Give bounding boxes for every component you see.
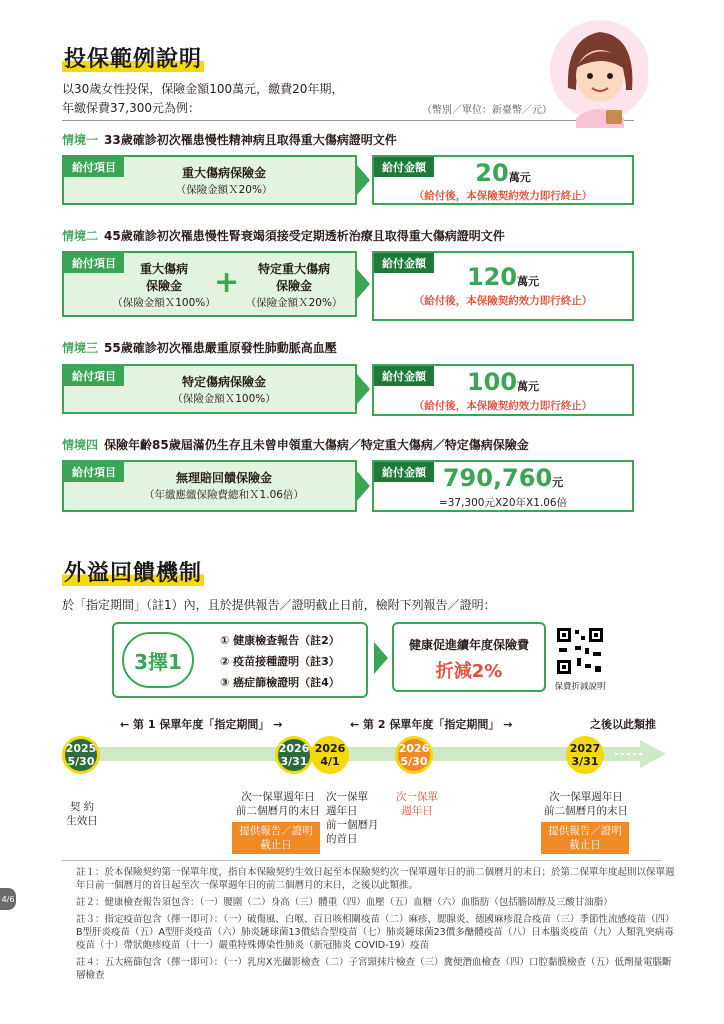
case-2-item-b-name: 特定重大傷病 保險金 (257, 262, 330, 293)
desc-next-start: 次一保單 週年日 前一個曆月 的首日 (326, 791, 379, 845)
divider (62, 860, 662, 861)
period-1-label: ← 第 1 保單年度「指定期間」 → (120, 718, 283, 731)
arrow-icon (356, 268, 370, 300)
period-2-label: ← 第 2 保單年度「指定期間」 → (350, 718, 513, 731)
desc-end-2: 次一保單週年日 前二個曆月的末日 (544, 791, 628, 817)
arrow-icon (374, 642, 388, 674)
options-box (112, 622, 368, 698)
note-2: 註２：健康檢查報告須包含：（一）腰圍（二）身高（三）體重（四）血壓（五）血糖（六）血脂肪（包括膽固醇及三酸甘油脂） (76, 897, 613, 908)
case-3-heading: 情境三 55歲確診初次罹患嚴重原發性肺動脈高血壓 (62, 341, 337, 355)
unit-note: （幣別／單位：新臺幣／元） (422, 105, 552, 116)
option-health-check: ① 健康檢查報告（註2） (220, 634, 340, 647)
case-3-amount-box (372, 364, 634, 416)
date-2026-4-1: 2026 4/1 (311, 736, 349, 774)
pay-amount-label: 給付金額 (374, 253, 434, 273)
arrow-icon (356, 373, 370, 405)
arrow-icon (356, 470, 370, 502)
section-title-examples: 投保範例說明 (64, 47, 203, 72)
pay-amount-label: 給付金額 (374, 157, 434, 177)
date-2026-5-30: 2026 5/30 (395, 736, 433, 774)
result-value: 折減2% (435, 661, 503, 682)
case-2-amount-unit: 萬元 (517, 275, 540, 288)
case-4-amount-unit: 元 (552, 476, 564, 489)
footnotes (76, 866, 676, 982)
desc-end-1: 次一保單週年日 前二個曆月的末日 (236, 791, 320, 817)
qr-code-icon[interactable] (555, 626, 605, 676)
case-2-heading: 情境二 45歲確診初次罹患慢性腎衰竭須接受定期透析治療且取得重大傷病證明文件 (62, 229, 505, 243)
case-3-note: （給付後，本保險契約效力即行終止） (413, 400, 593, 412)
case-1-heading: 情境一 33歲確診初次罹患慢性精神病且取得重大傷病證明文件 (62, 133, 397, 147)
case-1-note: （給付後，本保險契約效力即行終止） (413, 190, 593, 202)
case-4-item-sub: （年繳應繳保險費總和Ｘ1.06倍） (144, 489, 304, 501)
case-2-item-a-name: 重大傷病 保險金 (139, 262, 188, 293)
case-4-heading: 情境四 保險年齡85歲屆滿仍生存且未曾申領重大傷病／特定重大傷病／特定傷病保險金 (62, 438, 529, 452)
case-2-note: （給付後，本保險契約效力即行終止） (413, 295, 593, 307)
note-3: 註３：指定疫苗包含（擇一即可）：（一）破傷風、白喉、百日咳相關疫苗（二）麻疹、腮腺炎、德國麻疹混合疫苗（三）季節性流感疫苗（四）B型肝炎疫苗（五）A型肝炎疫苗（六）肺炎鏈球菌13價結合型疫苗（七）肺炎鏈球菌23價多醣體疫苗（八）日本腦炎疫苗（九）人類乳突病毒疫苗（十）帶狀皰疹疫苗（十一）嚴重特殊傳染性肺炎（新冠肺炎 COVID-19）疫苗 (76, 914, 675, 951)
intro-text: 以30歲女性投保，保險金額100萬元，繳費20年期， 年繳保費37,300元為例： (62, 82, 344, 115)
case-4-amount: 790,760 (442, 464, 553, 492)
pay-item-label: 給付項目 (64, 366, 124, 386)
desc-effective-date: 契 約 生效日 (66, 801, 98, 827)
case-3-amount-unit: 萬元 (517, 380, 540, 393)
pay-item-label: 給付項目 (64, 157, 124, 177)
desc-anniversary: 次一保單 週年日 (396, 791, 438, 817)
feedback-intro: 於「指定期間」（註1）內，且於提供報告／證明截止日前，檢附下列報告／證明： (62, 598, 496, 612)
result-box (392, 622, 546, 692)
page-number: 4/6 (0, 888, 16, 910)
deadline-tag-2: 提供報告／證明 截止日 (541, 822, 629, 854)
case-1-pay-item-box (62, 155, 357, 205)
case-2-item-b-sub: （保險金額Ｘ20%） (245, 297, 343, 309)
case-1-item-name: 重大傷病保險金 (181, 166, 266, 180)
case-3-item-name: 特定傷病保險金 (181, 375, 266, 389)
date-2025-5-30: 2025 5/30 (62, 736, 100, 774)
note-4: 註４：五大癌篩包含（擇一即可）：（一）乳房X光攝影檢查（二）子宮頸抹片檢查（三）糞便潛血檢查（四）口腔黏膜檢查（五）低劑量電腦斷層檢查 (76, 957, 672, 981)
woman-avatar-illustration (548, 18, 648, 128)
case-1-amount-box (372, 155, 634, 205)
arrow-icon (356, 164, 370, 196)
result-title: 健康促進續年度保險費 (408, 638, 529, 652)
case-2-pay-item-box (62, 251, 357, 317)
after-label: 之後以此類推 (590, 718, 656, 731)
pay-amount-label: 給付金額 (374, 366, 434, 386)
case-2-item-a-sub: （保險金額Ｘ100%） (112, 297, 216, 309)
date-2026-3-31: 2026 3/31 (275, 736, 313, 774)
section-title-feedback: 外溢回饋機制 (64, 561, 203, 586)
case-2-amount: 120 (466, 263, 518, 291)
case-3-amount: 100 (466, 368, 518, 396)
qr-caption: 保費折減說明 (554, 682, 606, 692)
case-4-formula: =37,300元X20年X1.06倍 (438, 497, 568, 509)
case-4-amount-box (372, 460, 634, 512)
pay-item-label: 給付項目 (64, 462, 124, 482)
date-2027-3-31: 2027 3/31 (566, 736, 604, 774)
plus-icon: + (214, 265, 240, 300)
note-1: 註１：於本保險契約第一保單年度，指自本保險契約生效日起至本保險契約次一保單週年日的前二個曆月的末日；於第二保單年度起則以保單週年日前一個曆月的首日起至次一保單週年日的前二個曆月的末日，之後以此類推。 (76, 867, 675, 891)
option-vaccine: ② 疫苗接種證明（註3） (220, 655, 340, 668)
pay-item-label: 給付項目 (64, 253, 124, 273)
case-1-amount-unit: 萬元 (508, 171, 531, 184)
case-2-amount-box (372, 251, 634, 321)
choose-one-badge: 3擇1 (122, 632, 194, 688)
case-4-item-name: 無理賠回饋保險金 (175, 471, 272, 485)
case-3-pay-item-box (62, 364, 357, 414)
deadline-tag-1: 提供報告／證明 截止日 (232, 822, 320, 854)
case-4-pay-item-box (62, 460, 357, 512)
case-3-item-sub: （保險金額Ｘ100%） (172, 393, 276, 405)
option-cancer-screening: ③ 癌症篩檢證明（註4） (220, 676, 340, 689)
case-1-amount: 20 (475, 159, 509, 187)
case-1-item-sub: （保險金額Ｘ20%） (175, 184, 273, 196)
pay-amount-label: 給付金額 (374, 462, 434, 482)
